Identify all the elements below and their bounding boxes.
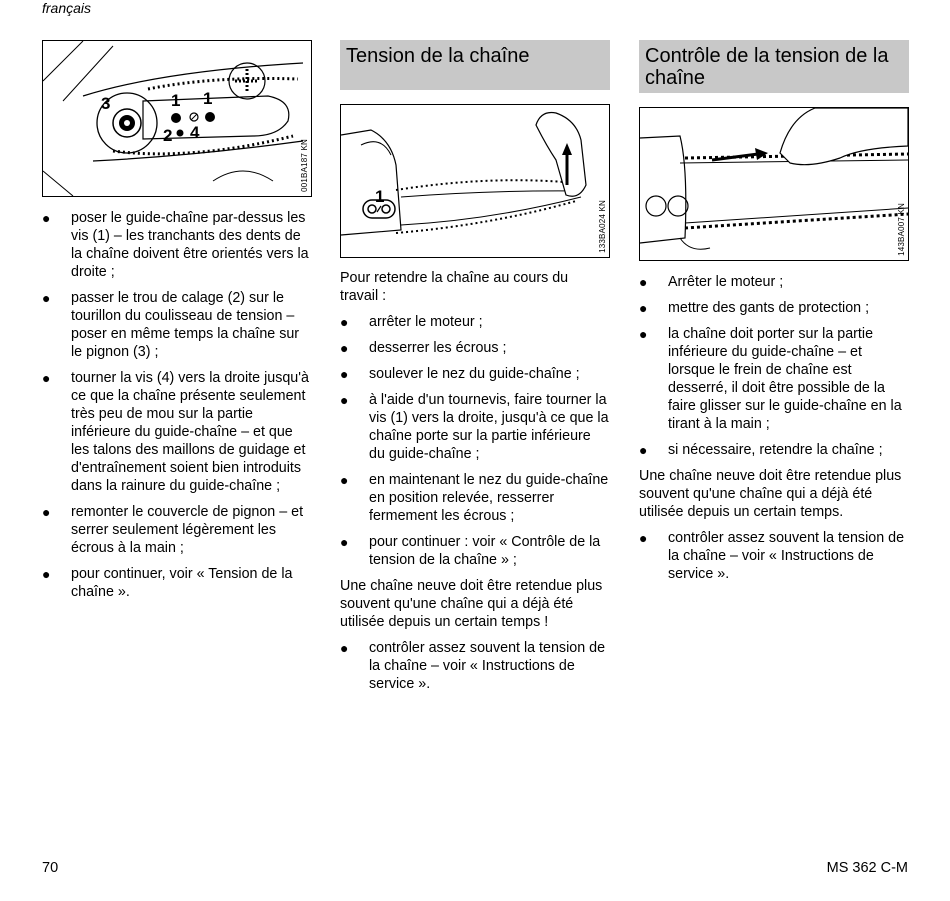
figure-tension-check: [639, 107, 909, 261]
list-item: ● si nécessaire, retendre la chaîne ;: [639, 442, 883, 458]
model-name: MS 362 C-M: [826, 860, 908, 876]
bullet-icon: ●: [639, 442, 648, 458]
bullet-icon: ●: [42, 290, 51, 306]
note-text: Une chaîne neuve doit être retendue plus souvent qu'une chaîne qui a déjà été utilisée depuis un certain temps !: [340, 578, 603, 630]
section-title: Contrôle de la tension de la chaîne: [639, 40, 909, 93]
bullet-icon: ●: [340, 366, 349, 382]
language-label: français: [42, 0, 92, 16]
bullet-icon: ●: [42, 566, 51, 582]
figure-code: 143BA007 KN: [897, 203, 906, 256]
column-assembly: [42, 40, 312, 609]
list-item: ● Arrêter le moteur ;: [639, 274, 784, 290]
bullet-icon: ●: [42, 210, 51, 226]
section-title: Tension de la chaîne: [340, 40, 610, 90]
label-3: 3: [101, 94, 111, 113]
page-number: 70: [42, 860, 59, 876]
list-item: ● passer le trou de calage (2) sur le tourillon du coulisseau de tension – poser en même temps la chaîne sur le pignon (3) ;: [42, 290, 300, 360]
bullet-icon: ●: [340, 640, 349, 656]
bullet-icon: ●: [639, 530, 648, 546]
list-item: ● remonter le couvercle de pignon – et serrer seulement légèrement les écrous à la main ;: [42, 504, 304, 556]
column-tension-check: [639, 40, 909, 591]
bullet-icon: ●: [340, 472, 349, 488]
list-item: ● pour continuer, voir « Tension de la chaîne ».: [42, 566, 293, 600]
list-item: ● soulever le nez du guide-chaîne ;: [340, 366, 580, 382]
bullet-icon: ●: [42, 504, 51, 520]
figure-code: 001BA187 KN: [300, 139, 309, 192]
intro-text: Pour retendre la chaîne au cours du travail :: [340, 270, 569, 304]
list-item: ● à l'aide d'un tournevis, faire tourner la vis (1) vers la droite, jusqu'à ce que la chaîne porte sur la partie inférieure du guide-chaîne ;: [340, 392, 609, 462]
bullet-icon: ●: [42, 370, 51, 386]
list-item: ● mettre des gants de protection ;: [639, 300, 870, 316]
tension-followup-list: [340, 639, 610, 693]
figure-chain-tensioning: [340, 104, 610, 258]
bullet-icon: ●: [340, 314, 349, 330]
list-item: ● desserrer les écrous ;: [340, 340, 507, 356]
list-item: ● en maintenant le nez du guide-chaîne en position relevée, resserrer fermement les écrous ;: [340, 472, 609, 524]
tension-check-illustration: [640, 108, 908, 260]
list-item: ● la chaîne doit porter sur la partie inférieure du guide-chaîne – et lorsque le frein de chaîne est desserré, il doit être possible de la faire glisser sur le guide-chaîne en la tirant à la main ;: [639, 326, 902, 432]
figure-code: 133BA024 KN: [598, 200, 607, 253]
check-followup-list: [639, 529, 909, 583]
bullet-icon: ●: [340, 392, 349, 408]
list-item: ● contrôler assez souvent la tension de la chaîne – voir « Instructions de service ».: [340, 640, 606, 692]
bullet-icon: ●: [639, 274, 648, 290]
list-item: ● tourner la vis (4) vers la droite jusqu'à ce que la chaîne présente seulement très peu de mou sur la partie inférieure du guide-chaîne – et que les talons des maillons de guidage et d'entraînement soient bien introduits dans la rainure du guide-chaîne ;: [42, 370, 309, 494]
list-item: ● arrêter le moteur ;: [340, 314, 483, 330]
assembly-steps-list: [42, 209, 312, 601]
column-chain-tension: [340, 40, 610, 701]
bar-mounting-illustration: [43, 41, 311, 196]
check-steps-list: [639, 273, 909, 459]
label-1-right: 1: [203, 89, 213, 108]
bullet-icon: ●: [639, 326, 648, 342]
label-4: 4: [190, 123, 200, 142]
list-item: ● pour continuer : voir « Contrôle de la tension de la chaîne » ;: [340, 534, 601, 568]
label-1: 1: [375, 187, 385, 206]
tension-steps-list: [340, 313, 610, 569]
list-item: ● contrôler assez souvent la tension de la chaîne – voir « Instructions de service ».: [639, 530, 905, 582]
figure-bar-mounting: [42, 40, 312, 197]
bullet-icon: ●: [340, 340, 349, 356]
label-1-left: 1: [171, 91, 181, 110]
note-text: Une chaîne neuve doit être retendue plus souvent qu'une chaîne qui a déjà été utilisée depuis un certain temps.: [639, 468, 902, 520]
chain-tensioning-illustration: [341, 105, 609, 257]
list-item: ● poser le guide-chaîne par-dessus les vis (1) – les tranchants des dents de la chaîne doivent être orientés vers la droite ;: [42, 210, 309, 280]
label-2: 2: [163, 126, 173, 145]
bullet-icon: ●: [639, 300, 648, 316]
bullet-icon: ●: [340, 534, 349, 550]
